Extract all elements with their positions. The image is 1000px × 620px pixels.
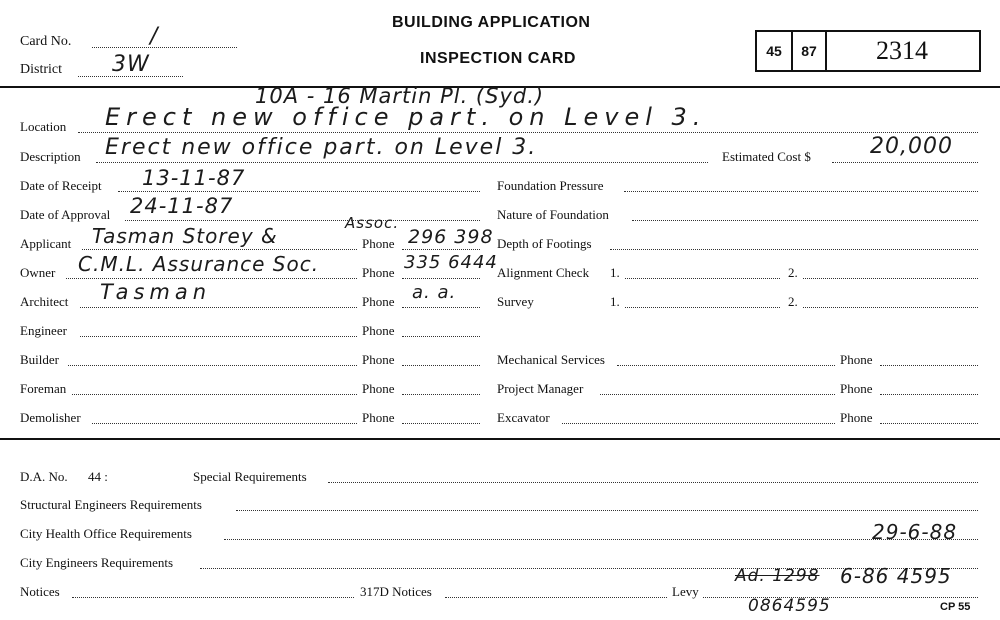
builder-phone-field[interactable]	[402, 365, 480, 366]
description-field[interactable]	[96, 162, 708, 163]
depth-footings-label: Depth of Footings	[497, 236, 592, 251]
owner-field[interactable]	[66, 278, 357, 279]
project-manager-phone-label: Phone	[840, 381, 873, 396]
owner-label: Owner	[20, 265, 56, 280]
survey-label: Survey	[497, 294, 534, 309]
alignment-1-field[interactable]	[625, 278, 780, 279]
alignment-2-field[interactable]	[803, 278, 978, 279]
district-label: District	[20, 62, 62, 77]
card-title-line2: INSPECTION CARD	[420, 50, 576, 67]
date-receipt-label: Date of Receipt	[20, 178, 102, 193]
estimated-cost-value: 20,000	[870, 134, 953, 159]
notices-label: Notices	[20, 584, 60, 599]
excavator-phone-label: Phone	[840, 410, 873, 425]
applicant-label: Applicant	[20, 236, 72, 251]
da-no-label: D.A. No.	[20, 469, 68, 484]
date-receipt-value: 13-11-87	[142, 166, 246, 190]
estimated-cost-label: Estimated Cost $	[722, 149, 811, 164]
section-rule	[0, 438, 1000, 440]
card-number-cell-1: 45	[766, 43, 782, 59]
applicant-phone-field[interactable]	[402, 249, 480, 250]
district-value: 3W	[112, 52, 150, 77]
mechanical-services-field[interactable]	[617, 365, 835, 366]
architect-phone-field[interactable]	[402, 307, 480, 308]
applicant-extra: Assoc.	[345, 214, 400, 232]
date-approval-field[interactable]	[125, 220, 480, 221]
foreman-phone-label: Phone	[362, 381, 395, 396]
demolisher-phone-label: Phone	[362, 410, 395, 425]
survey-2-label: 2.	[788, 294, 798, 309]
builder-field[interactable]	[68, 365, 357, 366]
alignment-2-label: 2.	[788, 265, 798, 280]
excavator-field[interactable]	[562, 423, 835, 424]
card-number-cell-2: 87	[801, 43, 817, 59]
notices-317d-field[interactable]	[445, 597, 667, 598]
foreman-field[interactable]	[72, 394, 357, 395]
special-requirements-field[interactable]	[328, 482, 978, 483]
levy-below-value: 0864595	[748, 596, 831, 616]
survey-2-field[interactable]	[803, 307, 978, 308]
survey-1-field[interactable]	[625, 307, 780, 308]
architect-field[interactable]	[80, 307, 357, 308]
engineer-label: Engineer	[20, 323, 67, 338]
date-approval-label: Date of Approval	[20, 207, 111, 222]
mechanical-phone-field[interactable]	[880, 365, 978, 366]
card-no-mark: /	[150, 24, 159, 49]
applicant-value: Tasman Storey &	[92, 224, 278, 248]
description-value: Erect new office part. on Level 3.	[105, 135, 538, 160]
city-engineers-label: City Engineers Requirements	[20, 555, 174, 570]
levy-label: Levy	[672, 584, 699, 599]
foreman-label: Foreman	[20, 381, 67, 396]
nature-foundation-label: Nature of Foundation	[497, 207, 609, 222]
alignment-1-label: 1.	[610, 265, 620, 280]
structural-engineers-label: Structural Engineers Requirements	[20, 497, 202, 512]
card-no-field[interactable]	[92, 47, 237, 48]
applicant-phone-value: 296 398	[408, 226, 494, 248]
owner-phone-label: Phone	[362, 265, 395, 280]
architect-value: Tasman	[100, 280, 212, 304]
da-no-value: 44 :	[88, 469, 108, 484]
location-label: Location	[20, 119, 67, 134]
builder-label: Builder	[20, 352, 59, 367]
card-number-box	[755, 30, 981, 72]
card-no-label: Card No.	[20, 34, 72, 49]
levy-struck-value: Ad. 1298	[735, 566, 820, 586]
foundation-pressure-label: Foundation Pressure	[497, 178, 604, 193]
location-value-top: 10A - 16 Martin Pl. (Syd.)	[255, 84, 545, 108]
alignment-check-label: Alignment Check	[497, 265, 590, 280]
card-number: 2314	[876, 36, 928, 65]
survey-1-label: 1.	[610, 294, 620, 309]
demolisher-phone-field[interactable]	[402, 423, 480, 424]
owner-value: C.M.L. Assurance Soc.	[78, 252, 320, 276]
owner-phone-field[interactable]	[402, 278, 480, 279]
special-requirements-label: Special Requirements	[193, 469, 307, 484]
applicant-field[interactable]	[82, 249, 357, 250]
form-code: CP 55	[940, 601, 971, 613]
estimated-cost-field[interactable]	[832, 162, 978, 163]
demolisher-field[interactable]	[92, 423, 357, 424]
applicant-phone-label: Phone	[362, 236, 395, 251]
mechanical-services-label: Mechanical Services	[497, 352, 605, 367]
foreman-phone-field[interactable]	[402, 394, 480, 395]
project-manager-label: Project Manager	[497, 381, 584, 396]
depth-footings-field[interactable]	[610, 249, 978, 250]
location-value: Erect new office part. on Level 3.	[105, 103, 707, 131]
architect-label: Architect	[20, 294, 69, 309]
city-health-field[interactable]	[224, 539, 978, 540]
date-approval-value: 24-11-87	[130, 194, 234, 218]
description-label: Description	[20, 149, 81, 164]
levy-field[interactable]	[703, 597, 978, 598]
notices-317d-label: 317D Notices	[360, 584, 432, 599]
excavator-phone-field[interactable]	[880, 423, 978, 424]
levy-value: 6-86 4595	[840, 564, 952, 588]
engineer-field[interactable]	[80, 336, 357, 337]
card-title-line1: BUILDING APPLICATION	[392, 14, 591, 31]
city-health-value: 29-6-88	[872, 520, 958, 544]
location-field[interactable]	[78, 132, 978, 133]
excavator-label: Excavator	[497, 410, 550, 425]
owner-phone-value: 335 6444	[404, 252, 498, 273]
mechanical-phone-label: Phone	[840, 352, 873, 367]
foundation-pressure-field[interactable]	[624, 191, 978, 192]
city-health-label: City Health Office Requirements	[20, 526, 192, 541]
notices-field[interactable]	[72, 597, 354, 598]
date-receipt-field[interactable]	[118, 191, 480, 192]
demolisher-label: Demolisher	[20, 410, 81, 425]
structural-engineers-field[interactable]	[236, 510, 978, 511]
engineer-phone-field[interactable]	[402, 336, 480, 337]
project-manager-field[interactable]	[600, 394, 835, 395]
architect-phone-value: a. a.	[412, 282, 457, 303]
nature-foundation-field[interactable]	[632, 220, 978, 221]
builder-phone-label: Phone	[362, 352, 395, 367]
architect-phone-label: Phone	[362, 294, 395, 309]
engineer-phone-label: Phone	[362, 323, 395, 338]
project-manager-phone-field[interactable]	[880, 394, 978, 395]
